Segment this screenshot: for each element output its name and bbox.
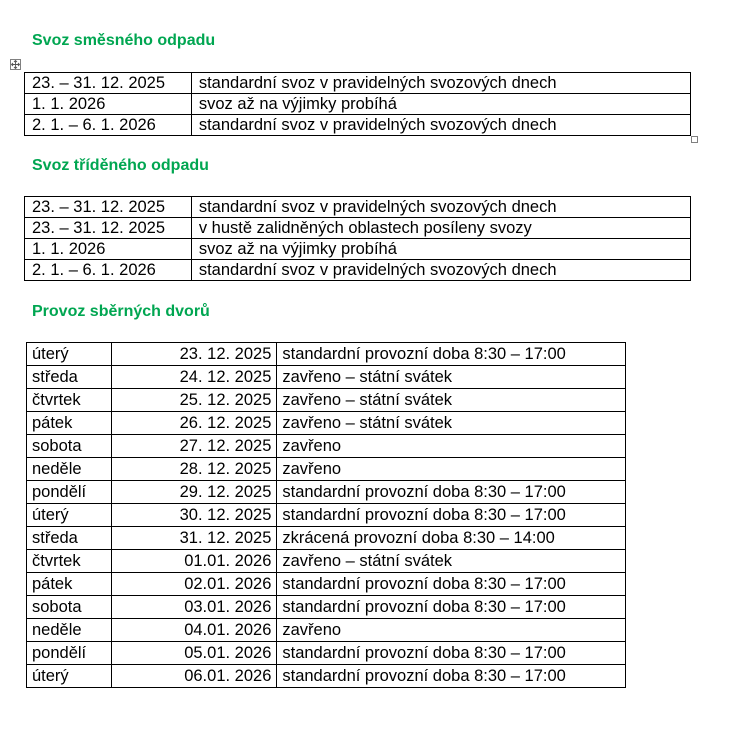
day-cell: sobota: [27, 596, 112, 619]
date-cell: 29. 12. 2025: [111, 481, 277, 504]
table-row: [27, 504, 626, 527]
table-row: [25, 115, 691, 136]
date-cell: 23. 12. 2025: [111, 343, 277, 366]
table-row: [25, 197, 691, 218]
table-resize-handle-icon[interactable]: [691, 136, 698, 143]
info-cell: zavřeno – státní svátek: [277, 366, 626, 389]
info-cell: svoz až na výjimky probíhá: [191, 239, 690, 260]
date-cell: 2. 1. – 6. 1. 2026: [25, 115, 192, 136]
day-cell: středa: [27, 366, 112, 389]
table-row: [27, 527, 626, 550]
table-row: [25, 239, 691, 260]
date-cell: 30. 12. 2025: [111, 504, 277, 527]
day-cell: úterý: [27, 343, 112, 366]
info-cell: standardní svoz v pravidelných svozových dnech: [191, 197, 690, 218]
table-row: [27, 550, 626, 573]
date-cell: 2. 1. – 6. 1. 2026: [25, 260, 192, 281]
table-row: [27, 619, 626, 642]
info-cell: standardní svoz v pravidelných svozových dnech: [191, 260, 690, 281]
table-row: [27, 389, 626, 412]
info-cell: zavřeno: [277, 458, 626, 481]
table-move-handle-icon[interactable]: [10, 59, 21, 70]
day-cell: neděle: [27, 619, 112, 642]
date-cell: 28. 12. 2025: [111, 458, 277, 481]
info-cell: standardní svoz v pravidelných svozových dnech: [191, 115, 690, 136]
info-cell: zkrácená provozní doba 8:30 – 14:00: [277, 527, 626, 550]
date-cell: 02.01. 2026: [111, 573, 277, 596]
day-cell: sobota: [27, 435, 112, 458]
day-cell: středa: [27, 527, 112, 550]
sorted-waste-table: [24, 196, 691, 281]
date-cell: 25. 12. 2025: [111, 389, 277, 412]
info-cell: standardní provozní doba 8:30 – 17:00: [277, 642, 626, 665]
info-cell: standardní provozní doba 8:30 – 17:00: [277, 665, 626, 688]
date-cell: 23. – 31. 12. 2025: [25, 73, 192, 94]
table-row: [27, 573, 626, 596]
table-row: [27, 435, 626, 458]
table-row: [27, 642, 626, 665]
date-cell: 23. – 31. 12. 2025: [25, 197, 192, 218]
table-row: [27, 343, 626, 366]
info-cell: standardní provozní doba 8:30 – 17:00: [277, 596, 626, 619]
day-cell: úterý: [27, 665, 112, 688]
info-cell: zavřeno: [277, 619, 626, 642]
info-cell: zavřeno – státní svátek: [277, 550, 626, 573]
day-cell: pondělí: [27, 481, 112, 504]
day-cell: čtvrtek: [27, 389, 112, 412]
table-row: [27, 458, 626, 481]
info-cell: standardní svoz v pravidelných svozových dnech: [191, 73, 690, 94]
table-row: [27, 665, 626, 688]
date-cell: 27. 12. 2025: [111, 435, 277, 458]
heading-sorted-waste: Svoz tříděného odpadu: [32, 157, 209, 174]
date-cell: 01.01. 2026: [111, 550, 277, 573]
date-cell: 31. 12. 2025: [111, 527, 277, 550]
date-cell: 23. – 31. 12. 2025: [25, 218, 192, 239]
date-cell: 04.01. 2026: [111, 619, 277, 642]
date-cell: 05.01. 2026: [111, 642, 277, 665]
info-cell: standardní provozní doba 8:30 – 17:00: [277, 573, 626, 596]
info-cell: v hustě zalidněných oblastech posíleny svozy: [191, 218, 690, 239]
info-cell: standardní provozní doba 8:30 – 17:00: [277, 481, 626, 504]
heading-collection-yards: Provoz sběrných dvorů: [32, 303, 210, 320]
table-row: [27, 481, 626, 504]
day-cell: pátek: [27, 573, 112, 596]
table-row: [27, 412, 626, 435]
date-cell: 24. 12. 2025: [111, 366, 277, 389]
info-cell: standardní provozní doba 8:30 – 17:00: [277, 504, 626, 527]
day-cell: neděle: [27, 458, 112, 481]
mixed-waste-table: [24, 72, 691, 136]
date-cell: 1. 1. 2026: [25, 239, 192, 260]
heading-mixed-waste: Svoz směsného odpadu: [32, 32, 216, 49]
info-cell: zavřeno – státní svátek: [277, 412, 626, 435]
info-cell: standardní provozní doba 8:30 – 17:00: [277, 343, 626, 366]
info-cell: zavřeno: [277, 435, 626, 458]
day-cell: pondělí: [27, 642, 112, 665]
table-row: [25, 94, 691, 115]
day-cell: úterý: [27, 504, 112, 527]
date-cell: 03.01. 2026: [111, 596, 277, 619]
info-cell: svoz až na výjimky probíhá: [191, 94, 690, 115]
day-cell: pátek: [27, 412, 112, 435]
table-row: [27, 366, 626, 389]
table-row: [25, 260, 691, 281]
table-row: [25, 218, 691, 239]
table-row: [25, 73, 691, 94]
date-cell: 06.01. 2026: [111, 665, 277, 688]
date-cell: 1. 1. 2026: [25, 94, 192, 115]
collection-yards-table: [26, 342, 626, 688]
date-cell: 26. 12. 2025: [111, 412, 277, 435]
day-cell: čtvrtek: [27, 550, 112, 573]
table-row: [27, 596, 626, 619]
info-cell: zavřeno – státní svátek: [277, 389, 626, 412]
